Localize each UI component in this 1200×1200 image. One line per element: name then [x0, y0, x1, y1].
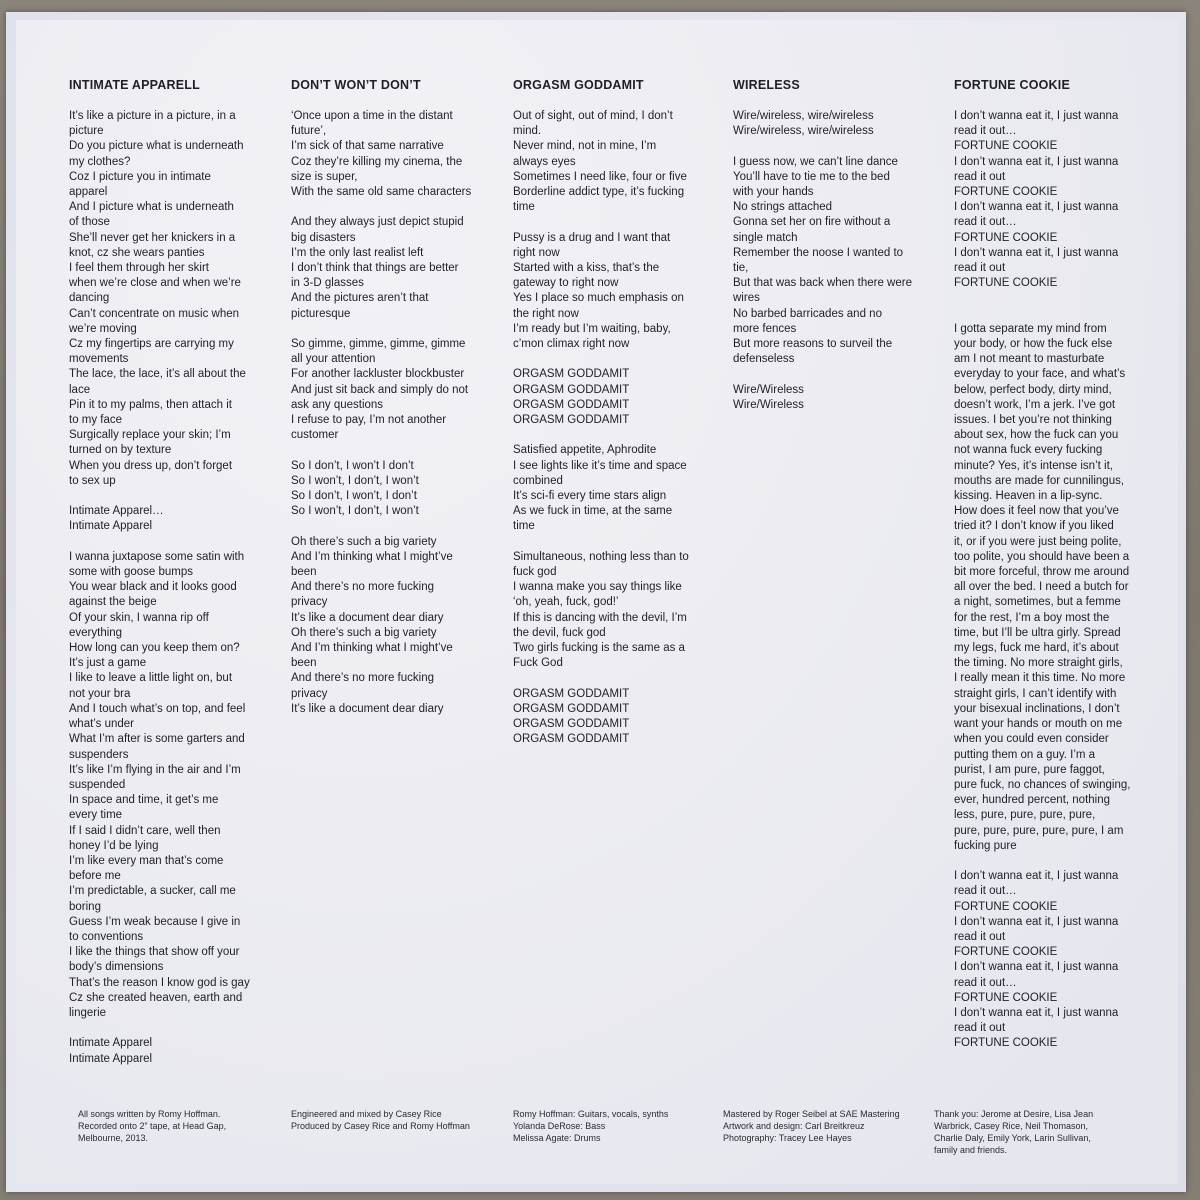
stanza-break: [513, 671, 718, 686]
lyric-line: read it out: [954, 262, 1006, 275]
lyric-line: And there’s no more fucking: [291, 581, 434, 594]
lyric-line: a night, sometimes, but a femme: [954, 596, 1121, 609]
lyric-line: It’s like I’m flying in the air and I’m: [69, 763, 241, 776]
lyric-line: That’s the reason I know god is gay: [69, 976, 250, 989]
lyric-line: Guess I’m weak because I give in: [69, 915, 241, 928]
lyric-line: lingerie: [69, 1006, 107, 1019]
lyric-line: the right now: [513, 307, 579, 320]
lyric-line: I guess now, we can’t line dance: [733, 155, 898, 168]
lyric-line: And there’s no more fucking: [291, 672, 434, 685]
song-lyrics: [291, 109, 496, 717]
lyric-line: FORTUNE COOKIE: [954, 186, 1058, 199]
lyrics-column-fortune-cookie: [954, 78, 1159, 1052]
lyric-line: I’m sick of that same narrative: [291, 140, 444, 153]
stanza-break: [69, 1021, 274, 1036]
lyric-line: Can’t concentrate on music when: [69, 307, 240, 320]
lyric-line: minute? Yes, it’s intense isn’t it,: [954, 459, 1113, 472]
song-lyrics: [954, 109, 1159, 1052]
lyric-line: I refuse to pay, I’m not another: [291, 414, 447, 427]
lyric-line: Intimate Apparel…: [69, 505, 164, 518]
lyric-line: I don’t wanna eat it, I just wanna: [954, 155, 1119, 168]
stanza-break: [513, 428, 718, 443]
lyric-line: Of your skin, I wanna rip off: [69, 611, 209, 624]
lyric-line: And just sit back and simply do not: [291, 383, 469, 396]
lyric-line: Intimate Apparel: [69, 1037, 153, 1050]
lyric-line: every time: [69, 809, 123, 822]
lyric-line: ORGASM GODDAMIT: [513, 718, 630, 731]
lyric-line: right now: [513, 246, 560, 259]
lyric-line: suspenders: [69, 748, 129, 761]
lyric-line: I’m predictable, a sucker, call me: [69, 885, 236, 898]
lyric-line: wires: [733, 292, 760, 305]
lyric-line: I’m like every man that’s come: [69, 854, 224, 867]
lyric-line: It’s like a document dear diary: [291, 702, 444, 715]
lyric-line: fucking pure: [954, 839, 1017, 852]
lyric-line: I wanna make you say things like: [513, 581, 682, 594]
lyric-sheet: [16, 20, 1178, 1184]
song-lyrics: [733, 109, 938, 413]
lyric-line: ever, hundred percent, nothing: [954, 794, 1111, 807]
song-title: WIRELESS: [733, 78, 800, 92]
stanza-break: [513, 352, 718, 367]
lyric-line: ORGASM GODDAMIT: [513, 368, 630, 381]
lyric-line: for the rest, I’m a boy most the: [954, 611, 1110, 624]
lyric-line: tie,: [733, 262, 749, 275]
lyric-line: Intimate Apparel: [69, 520, 153, 533]
lyric-line: ORGASM GODDAMIT: [513, 398, 630, 411]
lyric-line: I don’t wanna eat it, I just wanna: [954, 870, 1119, 883]
lyric-line: when we’re close and when we’re: [69, 277, 241, 290]
lyric-line: putting them on a guy. I’m a: [954, 748, 1096, 761]
lyric-line: against the beige: [69, 596, 157, 609]
lyric-line: ORGASM GODDAMIT: [513, 383, 630, 396]
lyric-line: No barbed barricades and no: [733, 307, 882, 320]
lyric-line: Never mind, not in mine, I’m: [513, 140, 657, 153]
lyric-line: I don’t think that things are better: [291, 262, 459, 275]
lyric-line: And I’m thinking what I might’ve: [291, 642, 453, 655]
lyric-line: not wanna fuck every fucking: [954, 444, 1103, 457]
lyric-line: It’s sci-fi every time stars align: [513, 490, 667, 503]
credits-thank-you: Thank you: Jerome at Desire, Lisa Jean Warbrick, Casey Rice, Neil Thomason, Charlie Daly, Emily York, Larin Sullivan, family and friends.: [934, 1109, 1094, 1155]
lyric-line: FORTUNE COOKIE: [954, 231, 1058, 244]
lyric-line: But that was back when there were: [733, 277, 912, 290]
lyric-line: ‘Once upon a time in the distant: [291, 110, 453, 122]
lyric-line: am I not meant to masturbate: [954, 353, 1105, 366]
lyric-line: And I’m thinking what I might’ve: [291, 550, 453, 563]
lyric-line: read it out…: [954, 885, 1017, 898]
lyric-line: So I won’t, I don’t, I won’t: [291, 474, 419, 487]
lyric-line: suspended: [69, 778, 126, 791]
lyric-line: Satisfied appetite, Aphrodite: [513, 444, 657, 457]
lyric-line: I don’t wanna eat it, I just wanna: [954, 246, 1119, 259]
lyric-line: ask any questions: [291, 398, 384, 411]
lyric-line: Pin it to my palms, then attach it: [69, 398, 232, 411]
lyric-line: all your attention: [291, 353, 376, 366]
lyric-line: privacy: [291, 687, 328, 700]
lyric-line: I don’t wanna eat it, I just wanna: [954, 915, 1119, 928]
lyric-line: future’,: [291, 125, 327, 138]
lyric-line: And they always just depict stupid: [291, 216, 464, 229]
lyric-line: No strings attached: [733, 201, 833, 214]
lyric-line: I don’t wanna eat it, I just wanna: [954, 110, 1119, 122]
lyric-line: below, perfect body, dirty mind,: [954, 383, 1112, 396]
lyric-line: I don’t wanna eat it, I just wanna: [954, 961, 1119, 974]
lyric-line: it, or if you were just being polite,: [954, 535, 1122, 548]
song-lyrics: [69, 109, 274, 1067]
lyric-line: tried it? I don’t know if you liked: [954, 520, 1114, 533]
lyric-line: my legs, fuck me hard, it’s about: [954, 642, 1119, 655]
lyric-line: Started with a kiss, that’s the: [513, 262, 660, 275]
song-title: DON’T WON’T DON’T: [291, 78, 421, 92]
lyric-line: read it out: [954, 930, 1006, 943]
lyrics-column-orgasm-goddamit: [513, 78, 718, 747]
lyric-line: read it out: [954, 170, 1006, 183]
lyric-line: all over the bed. I need a butch for: [954, 581, 1129, 594]
song-title: ORGASM GODDAMIT: [513, 78, 644, 92]
lyric-line: And I touch what’s on top, and feel: [69, 702, 246, 715]
lyric-line: knot, cz she wears panties: [69, 246, 205, 259]
stanza-break: [733, 139, 938, 154]
lyric-line: ORGASM GODDAMIT: [513, 687, 630, 700]
lyric-line: boring: [69, 900, 101, 913]
lyric-line: we’re moving: [69, 322, 137, 335]
lyric-line: I gotta separate my mind from: [954, 322, 1107, 335]
lyric-line: I feel them through her skirt: [69, 262, 209, 275]
lyric-line: big disasters: [291, 231, 356, 244]
lyric-line: movements: [69, 353, 129, 366]
lyric-line: always eyes: [513, 155, 576, 168]
lyric-line: mind.: [513, 125, 542, 138]
lyric-line: c’mon climax right now: [513, 338, 630, 351]
lyric-line: I’m the only last realist left: [291, 246, 424, 259]
lyric-line: Cz my fingertips are carrying my: [69, 338, 234, 351]
lyric-line: So I won’t, I don’t, I won’t: [291, 505, 419, 518]
lyric-line: gateway to right now: [513, 277, 619, 290]
lyric-line: When you dress up, don’t forget: [69, 459, 233, 472]
lyric-line: I like to leave a little light on, but: [69, 672, 233, 685]
lyric-line: Out of sight, out of mind, I don’t: [513, 110, 673, 122]
lyric-line: the timing. No more straight girls,: [954, 657, 1123, 670]
lyric-line: the devil, fuck god: [513, 626, 606, 639]
lyric-line: more fences: [733, 322, 797, 335]
lyric-line: pure, pure, pure, pure, pure, I am: [954, 824, 1124, 837]
lyric-line: The lace, the lace, it’s all about the: [69, 368, 246, 381]
song-title: FORTUNE COOKIE: [954, 78, 1070, 92]
lyric-line: So I don’t, I won’t I don’t: [291, 459, 414, 472]
lyric-line: She’ll never get her knickers in a: [69, 231, 236, 244]
lyric-line: everything: [69, 626, 123, 639]
lyric-line: combined: [513, 474, 563, 487]
lyric-line: Remember the noose I wanted to: [733, 246, 904, 259]
stanza-break: [291, 322, 496, 337]
lyric-line: about sex, how the fuck can you: [954, 429, 1119, 442]
credits-engineering: Engineered and mixed by Casey Rice Produced by Casey Rice and Romy Hoffman: [291, 1109, 470, 1131]
lyric-line: Oh there’s such a big variety: [291, 626, 437, 639]
lyric-line: It’s just a game: [69, 657, 147, 670]
lyric-line: FORTUNE COOKIE: [954, 277, 1058, 290]
lyric-line: Wire/Wireless: [733, 383, 804, 396]
credits-musicians: Romy Hoffman: Guitars, vocals, synths Yolanda DeRose: Bass Melissa Agate: Drums: [513, 1109, 669, 1143]
lyric-line: privacy: [291, 596, 328, 609]
lyric-line: Coz they’re killing my cinema, the: [291, 155, 463, 168]
lyric-line: With the same old same characters: [291, 186, 472, 199]
lyric-line: So I don’t, I won’t, I don’t: [291, 490, 417, 503]
lyric-line: defenseless: [733, 353, 795, 366]
lyric-line: to my face: [69, 414, 123, 427]
lyric-line: time: [513, 201, 535, 214]
lyric-line: ORGASM GODDAMIT: [513, 702, 630, 715]
stanza-break: [954, 291, 1159, 306]
lyric-line: too polite, you should have been a: [954, 550, 1130, 563]
lyric-line: And the pictures aren’t that: [291, 292, 429, 305]
lyric-line: Oh there’s such a big variety: [291, 535, 437, 548]
lyric-line: It’s like a document dear diary: [291, 611, 444, 624]
lyric-line: picturesque: [291, 307, 351, 320]
lyric-line: lace: [69, 383, 91, 396]
stanza-break: [513, 215, 718, 230]
song-lyrics: [513, 109, 718, 747]
credits-mastering-artwork: Mastered by Roger Seibel at SAE Mastering Artwork and design: Carl Breitkreuz Photography: Tracey Lee Hayes: [723, 1109, 900, 1143]
lyrics-column-wireless: [733, 78, 938, 413]
lyric-line: my clothes?: [69, 155, 131, 168]
record-sleeve: [6, 12, 1186, 1192]
lyric-line: FORTUNE COOKIE: [954, 140, 1058, 153]
lyric-line: single match: [733, 231, 798, 244]
lyric-line: pure fuck, no chances of swinging,: [954, 778, 1131, 791]
lyrics-column-dont-wont-dont: [291, 78, 496, 717]
lyric-line: everyday to your face, and what’s: [954, 368, 1126, 381]
lyric-line: time: [513, 520, 535, 533]
lyric-line: How long can you keep them on?: [69, 642, 240, 655]
lyric-line: to sex up: [69, 474, 116, 487]
lyric-line: For another lackluster blockbuster: [291, 368, 465, 381]
lyric-line: Gonna set her on fire without a: [733, 216, 891, 229]
lyric-line: what’s under: [69, 718, 134, 731]
stanza-break: [69, 489, 274, 504]
lyric-line: purist, I am pure, pure faggot,: [954, 763, 1105, 776]
stanza-break: [513, 535, 718, 550]
lyric-line: read it out…: [954, 216, 1017, 229]
lyric-line: your bisexual inclinations, I don’t: [954, 702, 1120, 715]
lyric-line: some with goose bumps: [69, 566, 194, 579]
stanza-break: [291, 200, 496, 215]
lyric-line: Surgically replace your skin; I’m: [69, 429, 231, 442]
lyric-line: issues. I bet you’re not thinking: [954, 414, 1112, 427]
lyric-line: not your bra: [69, 687, 131, 700]
lyric-line: I see lights like it’s time and space: [513, 459, 687, 472]
lyric-line: fuck god: [513, 566, 557, 579]
lyric-line: bit more forceful, throw me around: [954, 566, 1130, 579]
lyric-line: honey I’d be lying: [69, 839, 159, 852]
lyric-line: You wear black and it looks good: [69, 581, 237, 594]
lyric-line: Cz she created heaven, earth and: [69, 991, 243, 1004]
lyric-line: of those: [69, 216, 110, 229]
lyric-line: your body, or how the fuck else: [954, 338, 1113, 351]
lyric-line: Do you picture what is underneath: [69, 140, 244, 153]
lyric-line: in 3-D glasses: [291, 277, 364, 290]
credits-writing: All songs written by Romy Hoffman. Recorded onto 2” tape, at Head Gap, Melbourne, 2013.: [78, 1109, 227, 1143]
lyric-line: read it out…: [954, 125, 1017, 138]
lyric-line: been: [291, 566, 317, 579]
stanza-break: [954, 307, 1159, 322]
lyric-line: ORGASM GODDAMIT: [513, 733, 630, 746]
lyric-line: If this is dancing with the devil, I’m: [513, 611, 687, 624]
lyric-line: before me: [69, 870, 121, 883]
lyric-line: I don’t wanna eat it, I just wanna: [954, 1006, 1119, 1019]
lyric-line: I wanna juxtapose some satin with: [69, 550, 245, 563]
lyric-line: picture: [69, 125, 104, 138]
lyric-line: FORTUNE COOKIE: [954, 1037, 1058, 1050]
lyric-line: size is super,: [291, 170, 358, 183]
lyric-line: Sometimes I need like, four or five: [513, 170, 687, 183]
lyric-line: time, but I’ll be ultra girly. Spread: [954, 626, 1121, 639]
lyric-line: Wire/wireless, wire/wireless: [733, 125, 874, 138]
lyric-line: But more reasons to surveil the: [733, 338, 893, 351]
lyric-line: I’m ready but I’m waiting, baby,: [513, 322, 671, 335]
lyric-line: Borderline addict type, it’s fucking: [513, 186, 685, 199]
lyric-line: I don’t wanna eat it, I just wanna: [954, 201, 1119, 214]
stanza-break: [69, 535, 274, 550]
lyric-line: Pussy is a drug and I want that: [513, 231, 671, 244]
lyric-line: FORTUNE COOKIE: [954, 991, 1058, 1004]
lyric-line: FORTUNE COOKIE: [954, 900, 1058, 913]
lyric-line: Intimate Apparel: [69, 1052, 153, 1065]
lyric-line: straight girls, I can’t identify with: [954, 687, 1117, 700]
lyric-line: As we fuck in time, at the same: [513, 505, 673, 518]
stanza-break: [733, 367, 938, 382]
stanza-break: [291, 443, 496, 458]
lyric-line: been: [291, 657, 317, 670]
lyric-line: In space and time, it get’s me: [69, 794, 219, 807]
lyric-line: What I’m after is some garters and: [69, 733, 245, 746]
lyric-line: It’s like a picture in a picture, in a: [69, 110, 236, 122]
lyric-line: Yes I place so much emphasis on: [513, 292, 684, 305]
lyric-line: Two girls fucking is the same as a: [513, 642, 685, 655]
lyric-line: Wire/wireless, wire/wireless: [733, 110, 874, 122]
lyric-line: FORTUNE COOKIE: [954, 946, 1058, 959]
lyric-line: turned on by texture: [69, 444, 172, 457]
lyric-line: So gimme, gimme, gimme, gimme: [291, 338, 466, 351]
lyric-line: Fuck God: [513, 657, 563, 670]
lyric-line: customer: [291, 429, 339, 442]
stanza-break: [954, 854, 1159, 869]
lyric-line: apparel: [69, 186, 108, 199]
lyric-line: How does it feel now that you’ve: [954, 505, 1119, 518]
lyric-line: ‘oh, yeah, fuck, god!’: [513, 596, 619, 609]
lyric-line: If I said I didn’t care, well then: [69, 824, 221, 837]
lyric-line: And I picture what is underneath: [69, 201, 234, 214]
lyric-line: You’ll have to tie me to the bed: [733, 170, 890, 183]
lyric-line: mouths are made for cunnilingus,: [954, 474, 1125, 487]
lyric-line: body’s dimensions: [69, 961, 164, 974]
lyric-line: I like the things that show off your: [69, 946, 240, 959]
lyric-line: read it out: [954, 1022, 1006, 1035]
lyric-line: dancing: [69, 292, 110, 305]
lyric-line: kissing. Heaven in a lip-sync.: [954, 490, 1103, 503]
lyric-line: when you could even consider: [954, 733, 1109, 746]
lyric-line: doesn’t work, I’m a jerk. I’ve got: [954, 398, 1116, 411]
lyric-line: Coz I picture you in intimate: [69, 170, 211, 183]
lyric-line: read it out…: [954, 976, 1017, 989]
lyric-line: to conventions: [69, 930, 144, 943]
lyrics-column-intimate-apparell: [69, 78, 274, 1067]
song-title: INTIMATE APPARELL: [69, 78, 200, 92]
lyric-line: less, pure, pure, pure, pure,: [954, 809, 1096, 822]
lyric-line: I really mean it this time. No more: [954, 672, 1126, 685]
lyric-line: want your hands or mouth on me: [954, 718, 1123, 731]
stanza-break: [291, 519, 496, 534]
lyric-line: ORGASM GODDAMIT: [513, 414, 630, 427]
lyric-line: Wire/Wireless: [733, 398, 804, 411]
lyric-line: with your hands: [733, 186, 814, 198]
lyric-line: Simultaneous, nothing less than to: [513, 550, 689, 563]
